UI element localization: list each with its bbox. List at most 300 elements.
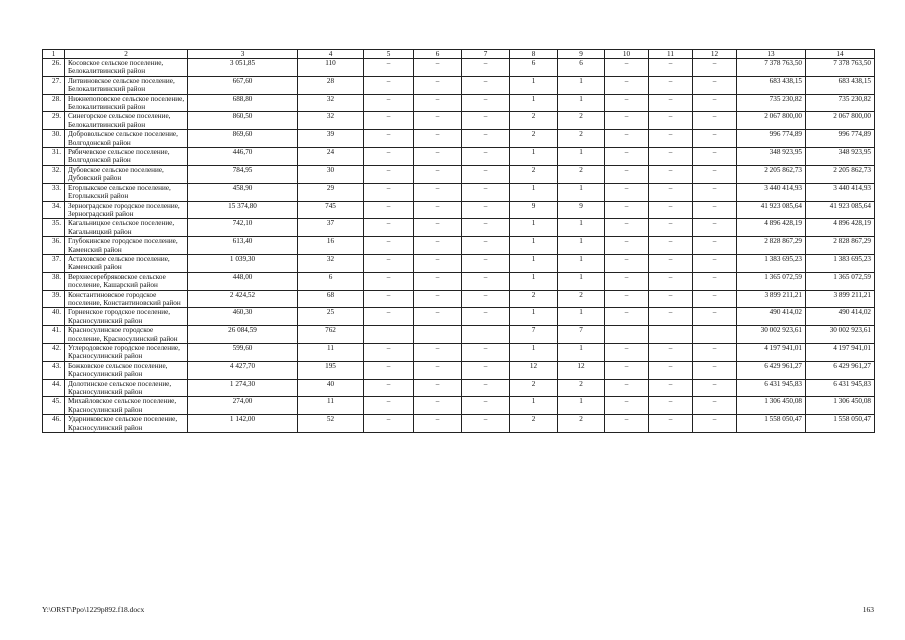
column-header: 6 <box>414 50 462 59</box>
column-header: 12 <box>693 50 737 59</box>
table-cell: 3 899 211,21 <box>806 290 875 308</box>
table-cell: 4 197 941,01 <box>737 344 806 362</box>
table-cell: 30 002 923,61 <box>737 326 806 344</box>
table-cell: – <box>649 76 693 94</box>
table-cell: 460,30 <box>188 308 298 326</box>
table-cell: 2 205 862,73 <box>737 165 806 183</box>
table-cell: – <box>649 344 693 362</box>
table-cell: 46. <box>43 415 65 433</box>
table-row <box>43 326 875 344</box>
table-cell: 6 <box>558 59 605 77</box>
column-header: 2 <box>65 50 188 59</box>
table-cell: 2 828 867,29 <box>806 237 875 255</box>
table-cell: 1 <box>558 183 605 201</box>
table-cell: – <box>462 397 510 415</box>
table-cell <box>649 326 693 344</box>
table-cell: 30. <box>43 130 65 148</box>
table-cell: Зерноградское городское поселение, Зерноградский район <box>65 201 188 219</box>
table-cell: 4 896 428,19 <box>806 219 875 237</box>
table-cell: 26. <box>43 59 65 77</box>
table-row <box>43 130 875 148</box>
table-cell: 3 440 414,93 <box>806 183 875 201</box>
table-cell: 9 <box>510 201 558 219</box>
table-cell: – <box>414 201 462 219</box>
table-cell: – <box>414 130 462 148</box>
table-cell: 1 306 450,08 <box>737 397 806 415</box>
table-cell: 29. <box>43 112 65 130</box>
table-cell: – <box>605 237 649 255</box>
table-cell: – <box>414 112 462 130</box>
table-cell: 1 <box>510 237 558 255</box>
column-header: 10 <box>605 50 649 59</box>
table-cell: – <box>605 254 649 272</box>
table-cell: 1 <box>510 397 558 415</box>
table-cell: – <box>693 308 737 326</box>
table-cell: Божковское сельское поселение, Красносулинский район <box>65 361 188 379</box>
column-header: 5 <box>364 50 414 59</box>
table-cell: – <box>693 59 737 77</box>
table-cell: – <box>693 397 737 415</box>
table-cell: – <box>414 76 462 94</box>
table-cell: – <box>414 183 462 201</box>
table-cell: 1 <box>510 272 558 290</box>
table-cell: 784,95 <box>188 165 298 183</box>
table-cell: 869,60 <box>188 130 298 148</box>
table-cell: – <box>462 94 510 112</box>
table-cell: – <box>364 165 414 183</box>
table-cell: 1 <box>558 237 605 255</box>
table-cell: 43. <box>43 361 65 379</box>
table-cell: 41 923 085,64 <box>806 201 875 219</box>
table-cell: – <box>693 148 737 166</box>
table-cell: – <box>605 76 649 94</box>
table-cell: – <box>693 183 737 201</box>
table-cell: 348 923,95 <box>737 148 806 166</box>
table-cell: 735 230,82 <box>806 94 875 112</box>
table-cell: Дубовское сельское поселение, Дубовский район <box>65 165 188 183</box>
table-cell: 1 <box>558 272 605 290</box>
table-cell: 25 <box>298 308 364 326</box>
table-cell: – <box>364 254 414 272</box>
table-cell: – <box>364 379 414 397</box>
document-path: Y:\ORST\Ppo\1229p892.f18.docx <box>42 605 145 614</box>
table-cell: – <box>462 308 510 326</box>
table-cell: – <box>462 290 510 308</box>
table-row <box>43 59 875 77</box>
table-cell: – <box>649 290 693 308</box>
table-cell: 735 230,82 <box>737 94 806 112</box>
table-cell: Синегорское сельское поселение, Белокалитвинский район <box>65 112 188 130</box>
table-header-row <box>43 50 875 59</box>
table-cell: – <box>364 183 414 201</box>
table-cell: 12 <box>510 361 558 379</box>
table-cell: 28. <box>43 94 65 112</box>
table-cell: – <box>605 361 649 379</box>
page-number: 163 <box>862 605 874 614</box>
table-cell: 599,60 <box>188 344 298 362</box>
table-cell: 11 <box>298 397 364 415</box>
table-cell: – <box>414 237 462 255</box>
table-cell: 110 <box>298 59 364 77</box>
table-row <box>43 219 875 237</box>
table-cell: Углеродовское городское поселение, Красносулинский район <box>65 344 188 362</box>
table-cell: – <box>462 415 510 433</box>
table-cell: Кагальницкое сельское поселение, Кагальницкий район <box>65 219 188 237</box>
table-cell: – <box>693 344 737 362</box>
table-cell: 1 <box>558 254 605 272</box>
table-cell: 448,00 <box>188 272 298 290</box>
table-cell: 2 <box>558 379 605 397</box>
table-row <box>43 415 875 433</box>
table-cell: – <box>693 219 737 237</box>
table-row <box>43 76 875 94</box>
table-cell: 1 <box>510 308 558 326</box>
table-cell: 2 <box>558 415 605 433</box>
table-cell: – <box>414 254 462 272</box>
table-cell: – <box>649 219 693 237</box>
table-cell: – <box>605 201 649 219</box>
table-cell: – <box>649 237 693 255</box>
table-cell: 7 378 763,50 <box>806 59 875 77</box>
table-cell: 12 <box>558 361 605 379</box>
column-header: 11 <box>649 50 693 59</box>
table-cell: 41. <box>43 326 65 344</box>
table-cell: 41 923 085,64 <box>737 201 806 219</box>
table-cell: – <box>364 201 414 219</box>
table-cell: – <box>693 76 737 94</box>
table-cell: 3 051,85 <box>188 59 298 77</box>
column-header: 7 <box>462 50 510 59</box>
table-cell: 4 896 428,19 <box>737 219 806 237</box>
table-cell: – <box>605 112 649 130</box>
table-cell: 42. <box>43 344 65 362</box>
table-cell: – <box>649 94 693 112</box>
table-cell: 29 <box>298 183 364 201</box>
table-cell: – <box>649 130 693 148</box>
table-cell: – <box>649 148 693 166</box>
table-cell: 2 <box>510 130 558 148</box>
table-cell: – <box>462 76 510 94</box>
table-cell: 32 <box>298 112 364 130</box>
table-cell: – <box>364 361 414 379</box>
table-cell: 1 558 050,47 <box>806 415 875 433</box>
table-cell: – <box>462 344 510 362</box>
table-row <box>43 379 875 397</box>
table-cell: – <box>649 397 693 415</box>
table-cell: Долотинское сельское поселение, Красносулинский район <box>65 379 188 397</box>
table-cell: 36. <box>43 237 65 255</box>
table-cell: 15 374,80 <box>188 201 298 219</box>
table-cell: Михайловское сельское поселение, Красносулинский район <box>65 397 188 415</box>
table-cell: 1 558 050,47 <box>737 415 806 433</box>
table-cell: Глубокинское городское поселение, Каменский район <box>65 237 188 255</box>
table-cell: 6 <box>298 272 364 290</box>
table-cell: – <box>364 130 414 148</box>
table-cell: 2 <box>510 165 558 183</box>
table-row <box>43 361 875 379</box>
table-cell: Ударниковское сельское поселение, Красносулинский район <box>65 415 188 433</box>
table-cell: 1 383 695,23 <box>806 254 875 272</box>
table-cell: 9 <box>558 201 605 219</box>
table-cell: 1 <box>558 76 605 94</box>
table-cell: 1 <box>510 76 558 94</box>
column-header: 9 <box>558 50 605 59</box>
table-cell: 1 <box>558 397 605 415</box>
table-cell: Нижнепоповское сельское поселение, Белокалитвинский район <box>65 94 188 112</box>
table-cell <box>414 326 462 344</box>
table-cell: 1 <box>510 344 558 362</box>
table-row <box>43 254 875 272</box>
table-cell: 37. <box>43 254 65 272</box>
table-cell: 6 429 961,27 <box>737 361 806 379</box>
table-cell <box>364 326 414 344</box>
table-cell: 68 <box>298 290 364 308</box>
table-cell: 742,10 <box>188 219 298 237</box>
table-cell: Астаховское сельское поселение, Каменский район <box>65 254 188 272</box>
table-cell: 762 <box>298 326 364 344</box>
table-cell: – <box>605 344 649 362</box>
table-cell: – <box>364 148 414 166</box>
table-cell: – <box>649 308 693 326</box>
table-cell: 688,80 <box>188 94 298 112</box>
table-cell: 11 <box>298 344 364 362</box>
column-header: 13 <box>737 50 806 59</box>
table-cell: 195 <box>298 361 364 379</box>
table-cell: 52 <box>298 415 364 433</box>
table-cell: 7 <box>558 326 605 344</box>
table-cell: – <box>605 165 649 183</box>
table-cell: 1 <box>558 344 605 362</box>
table-cell: – <box>414 344 462 362</box>
table-cell: Рябичевское сельское поселение, Волгодонской район <box>65 148 188 166</box>
table-cell: 1 <box>510 94 558 112</box>
table-cell: 1 <box>510 148 558 166</box>
table-cell: Добровольское сельское поселение, Волгодонской район <box>65 130 188 148</box>
table-cell: 32 <box>298 94 364 112</box>
table-cell: – <box>693 290 737 308</box>
table-cell: – <box>605 130 649 148</box>
table-cell: 1 <box>510 219 558 237</box>
table-cell: 28 <box>298 76 364 94</box>
table-cell: 745 <box>298 201 364 219</box>
table-cell: – <box>693 361 737 379</box>
table-cell: 490 414,02 <box>806 308 875 326</box>
table-cell: 1 <box>510 183 558 201</box>
table-cell: – <box>414 165 462 183</box>
table-row <box>43 344 875 362</box>
table-cell: – <box>605 379 649 397</box>
table-cell: – <box>364 59 414 77</box>
table-cell: – <box>414 415 462 433</box>
table-cell: 31. <box>43 148 65 166</box>
table-cell: 33. <box>43 183 65 201</box>
table-cell: 1 365 072,59 <box>806 272 875 290</box>
table-cell: Красносулинское городское поселение, Красносулинский район <box>65 326 188 344</box>
table-row <box>43 165 875 183</box>
table-cell: – <box>605 148 649 166</box>
table-cell: 348 923,95 <box>806 148 875 166</box>
table-cell: 1 <box>558 94 605 112</box>
table-cell: – <box>364 76 414 94</box>
table-cell: – <box>649 201 693 219</box>
table-cell: – <box>649 272 693 290</box>
table-cell: – <box>364 308 414 326</box>
table-cell: 860,50 <box>188 112 298 130</box>
table-cell: 2 <box>510 379 558 397</box>
table-cell: 2 <box>558 290 605 308</box>
table-cell: – <box>605 308 649 326</box>
table-cell: 45. <box>43 397 65 415</box>
table-cell: 7 378 763,50 <box>737 59 806 77</box>
table-cell <box>693 326 737 344</box>
table-cell: – <box>693 415 737 433</box>
table-cell: 24 <box>298 148 364 166</box>
table-cell: 274,00 <box>188 397 298 415</box>
table-cell: 1 306 450,08 <box>806 397 875 415</box>
column-header: 3 <box>188 50 298 59</box>
column-header: 14 <box>806 50 875 59</box>
table-cell: 2 067 800,00 <box>806 112 875 130</box>
table-cell: 683 438,15 <box>737 76 806 94</box>
table-row <box>43 148 875 166</box>
table-cell: – <box>605 59 649 77</box>
table-cell <box>462 326 510 344</box>
table-cell: – <box>693 94 737 112</box>
table-cell: 40. <box>43 308 65 326</box>
table-cell: 40 <box>298 379 364 397</box>
table-cell: 4 427,70 <box>188 361 298 379</box>
table-cell: – <box>414 94 462 112</box>
table-cell: – <box>693 130 737 148</box>
table-cell: – <box>364 415 414 433</box>
table-cell: 39 <box>298 130 364 148</box>
table-cell: – <box>649 254 693 272</box>
table-cell: – <box>364 112 414 130</box>
table-cell: 35. <box>43 219 65 237</box>
column-header: 8 <box>510 50 558 59</box>
table-cell: – <box>364 94 414 112</box>
table-cell: Косовское сельское поселение, Белокалитвинский район <box>65 59 188 77</box>
table-cell: – <box>462 201 510 219</box>
table-cell: – <box>462 272 510 290</box>
table-cell: – <box>462 183 510 201</box>
table-cell <box>605 326 649 344</box>
table-cell: 3 440 414,93 <box>737 183 806 201</box>
table-cell: 30 <box>298 165 364 183</box>
table-cell: – <box>414 308 462 326</box>
table-cell: – <box>693 272 737 290</box>
table-cell: 2 <box>558 165 605 183</box>
table-cell: – <box>414 148 462 166</box>
table-cell: 2 424,52 <box>188 290 298 308</box>
table-cell: 38. <box>43 272 65 290</box>
table-cell: – <box>693 165 737 183</box>
table-cell: 613,40 <box>188 237 298 255</box>
table-cell: 1 365 072,59 <box>737 272 806 290</box>
table-cell: 667,60 <box>188 76 298 94</box>
table-cell: 16 <box>298 237 364 255</box>
table-cell: – <box>414 379 462 397</box>
table-cell: 6 431 945,83 <box>737 379 806 397</box>
table-row <box>43 237 875 255</box>
table-cell: 34. <box>43 201 65 219</box>
table-cell: – <box>693 237 737 255</box>
table-cell: – <box>462 254 510 272</box>
table-cell: – <box>462 112 510 130</box>
table-cell: – <box>462 379 510 397</box>
table-cell: 4 197 941,01 <box>806 344 875 362</box>
table-cell: 1 383 695,23 <box>737 254 806 272</box>
table-cell: – <box>462 148 510 166</box>
table-cell: 7 <box>510 326 558 344</box>
table-cell: – <box>462 361 510 379</box>
table-cell: 2 067 800,00 <box>737 112 806 130</box>
table-cell: – <box>605 272 649 290</box>
table-cell: 2 <box>510 112 558 130</box>
table-cell: – <box>693 201 737 219</box>
table-row <box>43 308 875 326</box>
table-cell: 1 142,00 <box>188 415 298 433</box>
table-cell: – <box>649 183 693 201</box>
table-cell: – <box>693 379 737 397</box>
table-cell: – <box>414 397 462 415</box>
table-cell: 1 <box>558 219 605 237</box>
table-cell: – <box>649 415 693 433</box>
table-cell: – <box>414 59 462 77</box>
table-cell: – <box>605 94 649 112</box>
table-cell: – <box>649 59 693 77</box>
table-cell: 2 <box>558 112 605 130</box>
table-cell: 37 <box>298 219 364 237</box>
table-row <box>43 94 875 112</box>
table-cell: – <box>462 165 510 183</box>
table-cell: 490 414,02 <box>737 308 806 326</box>
table-cell: 1 274,30 <box>188 379 298 397</box>
table-cell: – <box>364 344 414 362</box>
table-cell: Егорлыкское сельское поселение, Егорлыкский район <box>65 183 188 201</box>
table-cell: – <box>605 397 649 415</box>
table-cell: Литвиновское сельское поселение, Белокалитвинский район <box>65 76 188 94</box>
table-cell: 683 438,15 <box>806 76 875 94</box>
table-cell: – <box>414 290 462 308</box>
table-cell: – <box>364 397 414 415</box>
table-row <box>43 290 875 308</box>
table-cell: 32. <box>43 165 65 183</box>
table-cell: Горненское городское поселение, Красносулинский район <box>65 308 188 326</box>
table-cell: – <box>605 183 649 201</box>
table-cell: – <box>462 130 510 148</box>
table-row <box>43 397 875 415</box>
table-cell: 26 084,59 <box>188 326 298 344</box>
table-cell: 458,90 <box>188 183 298 201</box>
table-row <box>43 183 875 201</box>
table-cell: – <box>364 237 414 255</box>
table-cell: 6 429 961,27 <box>806 361 875 379</box>
table-cell: – <box>649 361 693 379</box>
table-cell: 30 002 923,61 <box>806 326 875 344</box>
table-cell: 32 <box>298 254 364 272</box>
table-cell: Константиновское городское поселение, Константиновский район <box>65 290 188 308</box>
table-cell: – <box>364 272 414 290</box>
table-cell: 3 899 211,21 <box>737 290 806 308</box>
table-cell: 44. <box>43 379 65 397</box>
table-cell: 1 <box>510 254 558 272</box>
table-cell: Верхнесеребряковское сельское поселение, Кашарский район <box>65 272 188 290</box>
table-row <box>43 272 875 290</box>
table-cell: 2 828 867,29 <box>737 237 806 255</box>
table-cell: 2 <box>558 130 605 148</box>
table-cell: – <box>649 379 693 397</box>
